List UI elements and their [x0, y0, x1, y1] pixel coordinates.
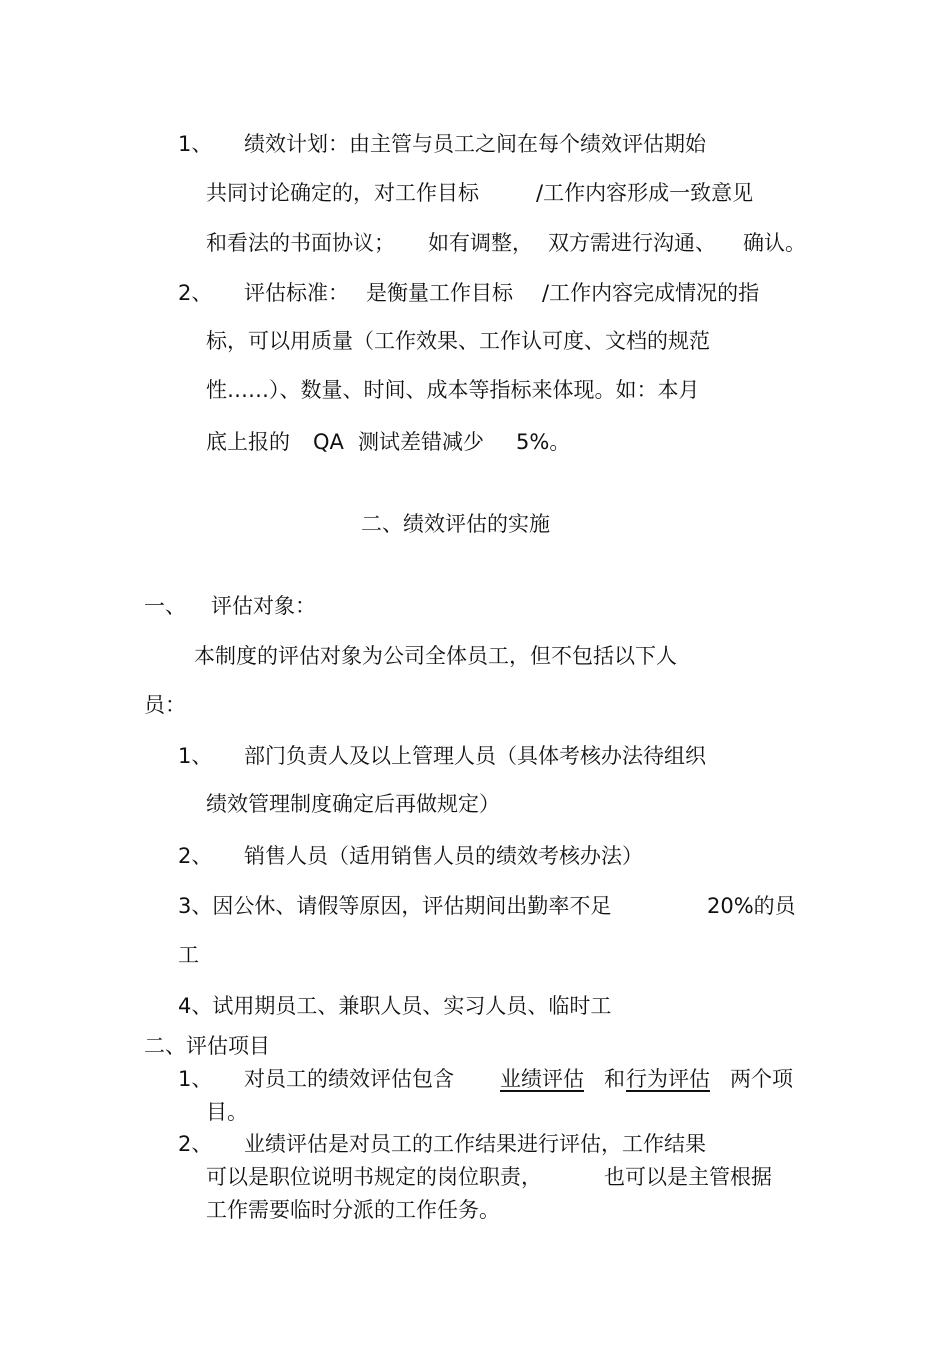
- paragraph-line: 和: [604, 1067, 625, 1091]
- paragraph-line: 底上报的: [206, 430, 290, 454]
- paragraph-line: 销售人员（适用销售人员的绩效考核办法）: [244, 844, 643, 868]
- paragraph-line: 如有调整，: [428, 231, 533, 255]
- list-number: 1、: [178, 132, 213, 156]
- paragraph-line: QA: [313, 430, 344, 454]
- paragraph-line: 绩效管理制度确定后再做规定）: [206, 792, 500, 816]
- list-number: 2、: [178, 844, 213, 868]
- paragraph-line: 确认。: [743, 231, 806, 255]
- paragraph-line: /工作内容完成情况的指: [542, 281, 760, 305]
- paragraph-line: 工作需要临时分派的工作任务。: [206, 1198, 500, 1222]
- paragraph-line: 员：: [144, 693, 186, 717]
- paragraph-line: 是衡量工作目标: [366, 281, 513, 305]
- paragraph-line: 目。: [206, 1100, 248, 1124]
- paragraph-line: 5%。: [516, 430, 571, 454]
- paragraph-line: 双方需进行沟通、: [548, 231, 716, 255]
- paragraph-line: 4、试用期员工、兼职人员、实习人员、临时工: [178, 994, 612, 1018]
- section-title: 评估对象：: [211, 594, 316, 618]
- paragraph-line: 测试差错减少: [358, 430, 484, 454]
- paragraph-line: 20%的员: [707, 894, 796, 918]
- underlined-term: 行为评估: [626, 1067, 710, 1091]
- paragraph-line: 对员工的绩效评估包含: [244, 1067, 454, 1091]
- list-number: 1、: [178, 744, 213, 768]
- paragraph-line: 和看法的书面协议；: [206, 231, 395, 255]
- section-number: 一、: [144, 594, 186, 618]
- paragraph-line: 3、因公休、请假等原因，评估期间出勤率不足: [178, 894, 612, 918]
- paragraph-line: 绩效计划：由主管与员工之间在每个绩效评估期始: [244, 132, 706, 156]
- paragraph-line: 可以是职位说明书规定的岗位职责，: [206, 1165, 542, 1189]
- paragraph-line: /工作内容形成一致意见: [536, 181, 754, 205]
- paragraph-line: 业绩评估是对员工的工作结果进行评估，工作结果: [244, 1132, 706, 1156]
- section-title: 二、评估项目: [144, 1034, 270, 1058]
- list-number: 1、: [178, 1067, 213, 1091]
- paragraph-line: 部门负责人及以上管理人员（具体考核办法待组织: [244, 744, 706, 768]
- paragraph-line: 评估标准：: [244, 281, 349, 305]
- section-heading: 二、绩效评估的实施: [361, 512, 550, 536]
- paragraph-line: 两个项: [730, 1067, 793, 1091]
- list-number: 2、: [178, 1132, 213, 1156]
- paragraph-line: 标，可以用质量（工作效果、工作认可度、文档的规范: [206, 329, 710, 353]
- paragraph-line: 也可以是主管根据: [604, 1165, 772, 1189]
- paragraph-line: 本制度的评估对象为公司全体员工，但不包括以下人: [194, 644, 677, 668]
- paragraph-line: 性……）、数量、时间、成本等指标来体现。如：本月: [206, 378, 700, 402]
- paragraph-line: 共同讨论确定的，对工作目标: [206, 181, 479, 205]
- list-number: 2、: [178, 281, 213, 305]
- paragraph-line: 工: [178, 943, 199, 967]
- underlined-term: 业绩评估: [500, 1067, 584, 1091]
